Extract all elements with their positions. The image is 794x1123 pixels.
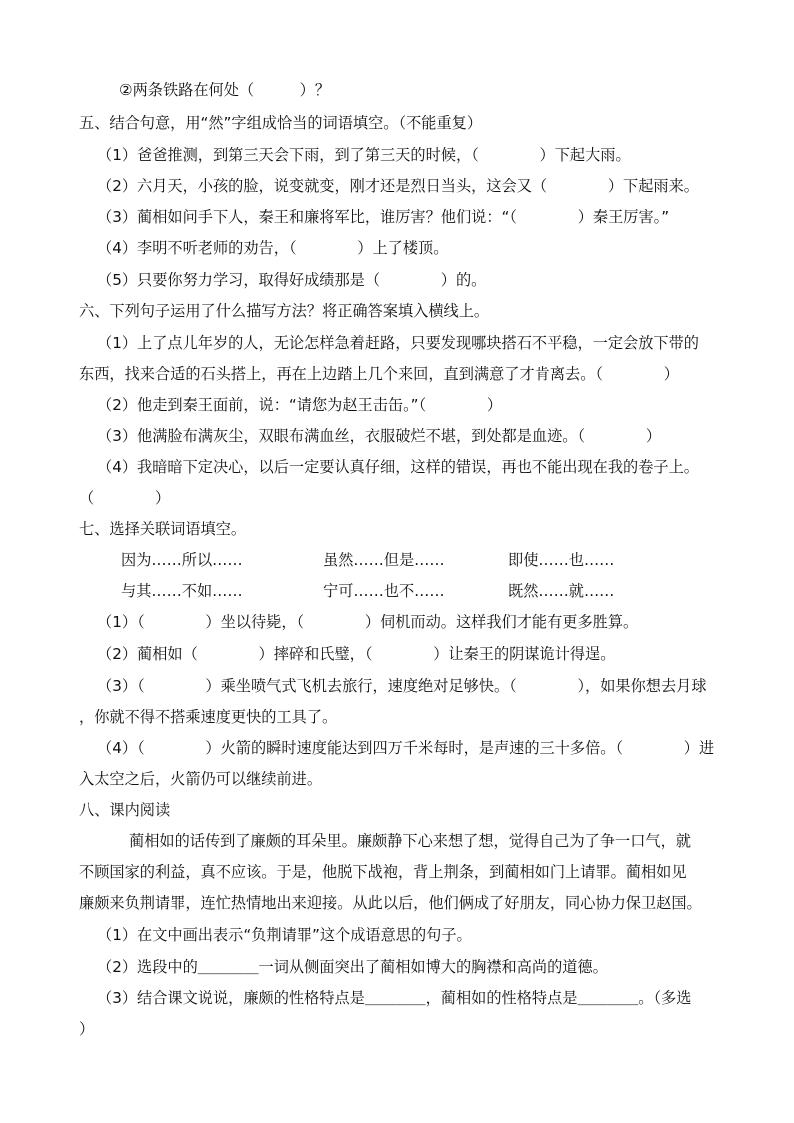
- reading-passage-line-3: 廉颇来负荆请罪，连忙热情地出来迎接。从此以后，他们俩成了好朋友，同心协力保卫赵国。: [79, 894, 702, 912]
- question-5-1: （1）爸爸推测，到第三天会下雨，到了第三天的时候，（ ）下起大雨。: [97, 146, 631, 164]
- question-6-1: （1）上了点儿年岁的人，无论怎样急着赶路，只要发现哪块搭石不平稳，一定会放下带的: [97, 334, 699, 352]
- question-8-1: （1）在文中画出表示“负荆请罪”这个成语意思的句子。: [97, 926, 472, 944]
- question-5-2: （2）六月天，小孩的脸，说变就变，刚才还是烈日当头，这会又（ ）下起雨来。: [97, 177, 699, 195]
- conjunction-pair: 因为……所以……: [121, 551, 243, 569]
- section-7-heading: 七、选择关联词语填空。: [79, 520, 247, 538]
- line-1: ②两条铁路在何处（ ）？: [119, 81, 331, 99]
- conjunction-pair: 与其……不如……: [121, 582, 243, 600]
- conjunction-pair: 既然……就……: [508, 582, 615, 600]
- question-8-3-cont: ）: [79, 1020, 95, 1038]
- section-6-heading: 六、下列句子运用了什么描写方法？将正确答案填入横线上。: [79, 302, 490, 320]
- reading-passage-line-2: 不顾国家的利益，真不应该。于是，他脱下战袍，背上荆条，到蔺相如门上请罪。蔺相如见: [79, 863, 687, 881]
- question-7-1: （1）（ ）坐以待毙，（ ）伺机而动。这样我们才能有更多胜算。: [97, 613, 639, 631]
- question-6-4-cont: （ ）: [79, 489, 171, 507]
- question-7-2: （2）蔺相如（ ）摔碎和氏璧，（ ）让秦王的阴谋诡计得逞。: [97, 645, 616, 663]
- question-5-3: （3）蔺相如问手下人，秦王和廉将军比，谁厉害？他们说：“（ ）秦王厉害。”: [97, 208, 670, 226]
- question-6-2: （2）他走到秦王面前，说：“请您为赵王击缶。”（ ）: [97, 396, 503, 414]
- question-7-3-cont: ，你就不得不搭乘速度更快的工具了。: [79, 708, 338, 726]
- question-6-3: （3）他满脸布满灰尘，双眼布满血丝，衣服破烂不堪，到处都是血迹。（ ）: [97, 427, 662, 445]
- question-8-3: （3）结合课文说说，廉颇的性格特点是＿＿＿＿，蔺相如的性格特点是＿＿＿＿。（多选: [97, 989, 692, 1007]
- conjunction-pair: 即使……也……: [508, 551, 615, 569]
- conjunction-pair: 虽然……但是……: [323, 551, 445, 569]
- question-5-4: （4）李明不听老师的劝告，（ ）上了楼顶。: [97, 239, 449, 257]
- question-8-2: （2）选段中的＿＿＿＿一词从侧面突出了蔺相如博大的胸襟和高尚的道德。: [97, 958, 608, 976]
- question-6-1-cont: 东西，找来合适的石头搭上，再在上边踏上几个来回，直到满意了才肯离去。（ ）: [79, 365, 679, 383]
- question-5-5: （5）只要你努力学习，取得好成绩那是（ ）的。: [97, 271, 487, 289]
- question-7-3: （3）（ ）乘坐喷气式飞机去旅行，速度绝对足够快。（ ），如果你想去月球: [97, 677, 707, 695]
- conjunction-pair: 宁可……也不……: [323, 582, 445, 600]
- question-7-4-cont: 入太空之后，火箭仍可以继续前进。: [79, 770, 322, 788]
- question-7-4: （4）（ ）火箭的瞬时速度能达到四万千米每时，是声速的三十多倍。（ ）进: [97, 739, 715, 757]
- section-8-heading: 八、课内阅读: [79, 801, 171, 819]
- question-6-4: （4）我暗暗下定决心，以后一定要认真仔细，这样的错误，再也不能出现在我的卷子上。: [97, 458, 699, 476]
- section-5-heading: 五、结合句意，用“然”字组成恰当的词语填空。（不能重复）: [79, 114, 483, 132]
- reading-passage-line-1: 蔺相如的话传到了廉颇的耳朵里。廉颇静下心来想了想，觉得自己为了争一口气，就: [129, 832, 691, 850]
